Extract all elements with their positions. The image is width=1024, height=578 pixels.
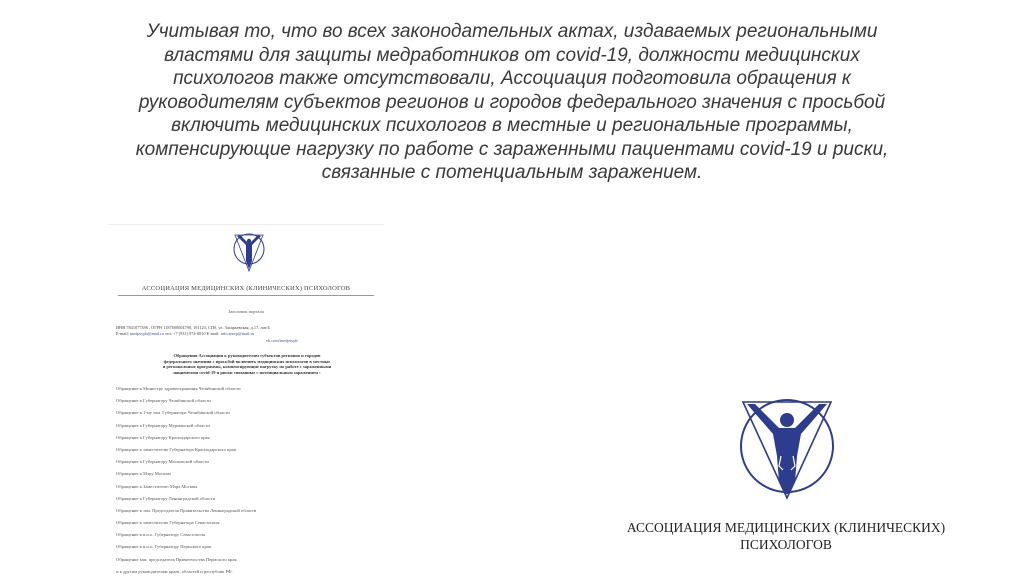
appeals-list [116,383,380,578]
list-item: Обращение к Министру здравоохранения Челябинской области [116,386,241,391]
title-line: Учитывая то, что во всех законодательных актах, издаваемых региональными [146,21,878,42]
title-line: включить медицинских психологов в местные и региональные программы, [171,115,853,136]
title-line: связанные с потенциальным заражением. [321,162,703,183]
list-item: Обращение к Мэру Москвы [116,471,171,477]
caption-line: АССОЦИАЦИЯ МЕДИЦИНСКИХ (КЛИНИЧЕСКИХ) [626,520,946,535]
letter-heading [116,353,378,375]
list-item: Обращение к заместителю Губернатора Краснодарского края [116,446,236,452]
list-item: Обращение к в.и.о. Губернатору Пермского края [116,544,211,550]
list-item: Обращение к Заместителю Мэра Москвы [116,483,198,489]
phone-text: тел. +7 (931) 974-0810 E-mail: [163,331,220,337]
title-line: руководителям субъектов регионов и городов федерального значения с просьбой [138,91,886,113]
letter-divider [118,295,374,296]
email-label: E-mail: [116,331,129,337]
letter-image [108,224,384,574]
requisites-line [116,338,380,344]
heading-line: федерального значения с просьбой включить медицинских психологов в местные [163,358,331,364]
association-logo-icon [232,231,266,275]
list-item: Обращение зам. председателя Правительства Пермского края [116,556,237,562]
heading-line: и региональные программы, компенсирующие нагрузку по работе с зараженными [162,364,332,370]
list-item: Обращение к Губернатору Ленинградской области [116,495,216,501]
list-item: и к другим руководителям краев, областей и республик РФ. [116,568,233,574]
caption-line: ПСИХОЛОГОВ [740,537,832,552]
letter-site-label: Заголовок портала [228,309,264,314]
letter-requisites [116,325,380,344]
letter-org-name: АССОЦИАЦИЯ МЕДИЦИНСКИХ (КЛИНИЧЕСКИХ) ПСИХОЛОГОВ [141,285,351,292]
list-item: Обращение к зам. Председателя Правительства Ленинградской области [116,507,257,513]
vk-link[interactable]: vk.com/medpsypb [266,337,298,343]
email-link[interactable]: medpsypb@mail.ru [129,331,164,337]
list-item: Обращение к Губернатору Мурманской области [116,422,210,428]
list-item: Обращение к Губернатору Московской области [116,459,209,465]
title-line: властями для защиты медработников от covid-19, должности медицинских [164,44,860,66]
heading-line: Обращения Ассоциации к руководителям субъектов регионов и городов [173,353,321,358]
list-item: Обращение к заместителю Губернатора Севастополя [116,520,220,526]
title-line: компенсирующие нагрузку по работе с зараженными пациентами covid-19 и риски, [135,138,889,160]
list-item: Обращение к Губернатору Краснодарского края [116,434,210,440]
slide-title [40,20,984,185]
association-caption [560,519,1012,553]
list-item: Обращение к в.и.о. Губернатору Севастополя [116,532,205,538]
email-link[interactable]: info.amcp@mail.ru [220,331,255,337]
requisites-line: ИНН 7841077396 , ОГРН 1187800004798, 191123, СПб, ул. Захарьевская, д.17, лит.Б [116,325,270,330]
list-item: Обращение к Губернатору Челябинской области [116,398,211,404]
list-item: Обращение к 1-му зам. Губернатора Челябинской области [116,410,230,416]
association-emblem-icon [735,394,839,504]
heading-line: пациентами covid-19 и риски связанные с потенциальным заражением : [173,369,321,375]
title-line: психологов также отсутствовали, Ассоциация подготовила обращения к [173,68,851,89]
